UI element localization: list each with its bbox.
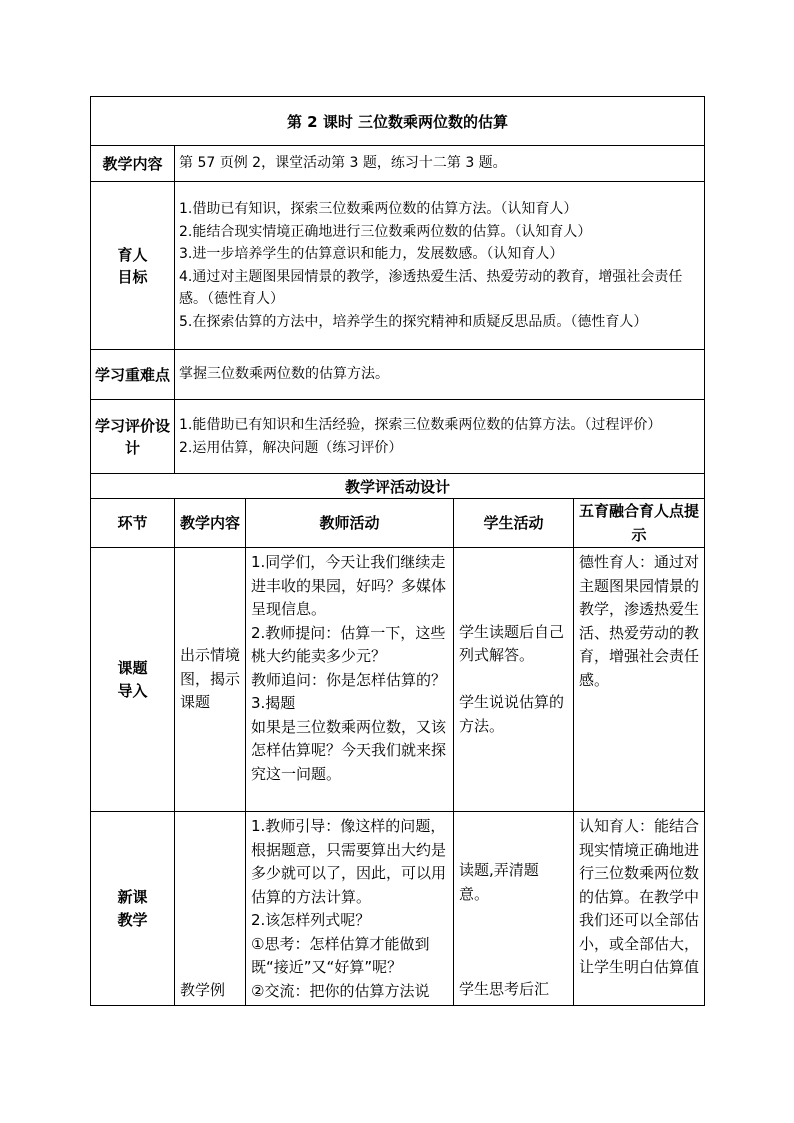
activity-section-title: 教学评活动设计	[91, 474, 705, 499]
goal-item: 4.通过对主题图果园情景的教学，渗透热爱生活、热爱劳动的教育，增强社会责任感。（德性育人）	[179, 268, 683, 307]
goals-label-line2: 目标	[117, 267, 148, 286]
student-activity-item: 读题,弄清题意。	[459, 861, 539, 903]
teacher-activity-item: 2.该怎样列式呢？	[251, 911, 371, 929]
newlesson-teacher	[246, 812, 454, 1006]
goals-label	[91, 182, 175, 350]
key-label: 学习重难点	[91, 350, 175, 400]
content-text: 第 57 页例 2，课堂活动第 3 题，练习十二第 3 题。	[175, 146, 705, 182]
newlesson-teacher-wrap	[251, 815, 448, 1001]
teacher-activity-item: 1.同学们，今天让我们继续走进丰收的果园，好吗？多媒体呈现信息。	[251, 553, 447, 618]
header-content: 教学内容	[175, 499, 246, 548]
newlesson-tips-text: 认知育人：能结合现实情境正确地进行三位数乘两位数的估算。在教学中我们还可以全部估小，或全部估大，让学生明白估算值	[579, 817, 699, 976]
newlesson-tips	[574, 812, 705, 1006]
goal-item: 5.在探索估算的方法中，培养学生的探究精神和质疑反思品质。（德性育人）	[179, 313, 648, 330]
teacher-activity-item: 2.教师提问：估算一下，这些桃大约能卖多少元？	[251, 623, 446, 665]
intro-stage-line2: 导入	[117, 681, 148, 700]
intro-teacher	[246, 548, 454, 812]
goal-item: 3.进一步培养学生的估算意识和能力，发展数感。（认知育人）	[179, 246, 564, 262]
intro-content: 出示情境图，揭示课题	[175, 548, 246, 812]
teacher-activity-item: 3.揭题	[251, 694, 296, 712]
newlesson-stage-line2: 教学	[117, 910, 148, 929]
teacher-activity-item: ①思考：怎样估算才能做到既“接近”又“好算”呢？	[251, 934, 430, 976]
evaluation-list	[175, 400, 705, 474]
content-label: 教学内容	[91, 146, 175, 182]
header-tips: 五育融合育人点提示	[574, 499, 705, 548]
lesson-plan-table	[90, 96, 705, 1006]
newlesson-stage	[91, 812, 175, 1006]
header-stage: 环节	[91, 499, 175, 548]
lesson-title: 第 2 课时 三位数乘两位数的估算	[91, 97, 705, 146]
evaluation-item: 2.运用估算，解决问题（练习评价）	[179, 439, 403, 456]
goals-list	[175, 182, 705, 350]
teacher-activity-item: 1.教师引导：像这样的问题，根据题意，只需要算出大约是多少就可以了，因此，可以用估算的方法计算。	[251, 817, 447, 906]
student-activity-item: 学生思考后汇	[459, 979, 550, 998]
evaluation-label: 学习评价设计	[91, 400, 175, 474]
intro-stage	[91, 548, 175, 812]
lesson-plan-page	[90, 96, 704, 1006]
intro-student	[454, 548, 574, 812]
teacher-activity-item: 教师追问：你是怎样估算的？	[251, 670, 447, 689]
intro-stage-line1: 课题	[117, 658, 148, 677]
goals-label-line1: 育人	[117, 245, 148, 264]
intro-tips: 德性育人：通过对主题图果园情景的教学，渗透热爱生活、热爱劳动的教育，增强社会责任感。	[574, 548, 705, 812]
student-activity-item: 学生说说估算的方法。	[459, 693, 565, 735]
teacher-activity-item: 如果是三位数乘两位数，又该怎样估算呢？今天我们就来探究这一问题。	[251, 717, 447, 783]
spacer	[459, 668, 568, 692]
newlesson-content: 教学例	[175, 812, 246, 1006]
student-activity-item: 学生读题后自己列式解答。	[459, 622, 565, 665]
header-teacher: 教师活动	[246, 499, 454, 548]
goal-item: 1.借助已有知识，探索三位数乘两位数的估算方法。（认知育人）	[179, 201, 578, 217]
newlesson-stage-line1: 新课	[117, 887, 148, 906]
evaluation-item: 1.能借助已有知识和生活经验，探索三位数乘两位数的估算方法。（过程评价）	[179, 417, 662, 433]
newlesson-student	[454, 812, 574, 1006]
goal-item: 2.能结合现实情境正确地进行三位数乘两位数的估算。（认知育人）	[179, 223, 592, 240]
header-student: 学生活动	[454, 499, 574, 548]
key-text: 掌握三位数乘两位数的估算方法。	[175, 350, 705, 400]
teacher-activity-item: ②交流：把你的估算方法说	[251, 981, 430, 1000]
newlesson-student-wrap	[459, 815, 568, 1001]
